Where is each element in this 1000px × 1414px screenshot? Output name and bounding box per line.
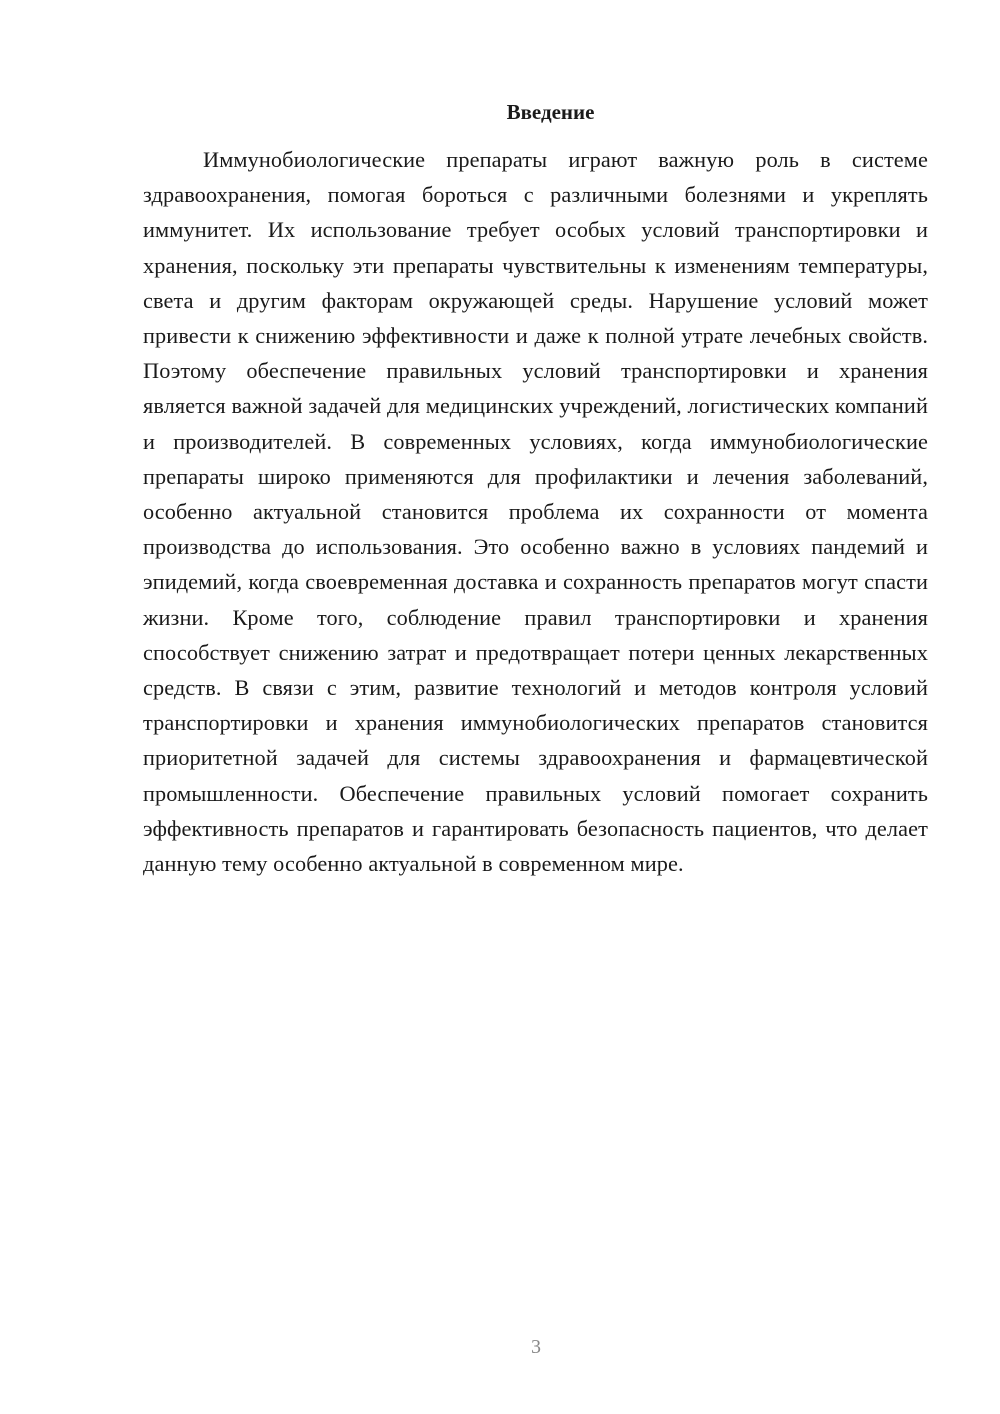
section-heading: Введение bbox=[506, 100, 595, 124]
page-number: 3 bbox=[531, 1336, 541, 1358]
body-paragraph: Иммунобиологические препараты играют важную роль в системе здравоохранения, помогая бороться с различными болезнями и укреплять иммунитет. Их использование требует особых условий транспортировки и хранения, поскольку эти препараты чувствительны к изменениям температуры, света и другим факторам окружающей среды. Нарушение условий может привести к снижению эффективности и даже к полной утрате лечебных свойств. Поэтому обеспечение правильных условий транспортировки и хранения является важной задачей для медицинских учреждений, логистических компаний и производителей. В современных условиях, когда иммунобиологические препараты широко применяются для профилактики и лечения заболеваний, особенно актуальной становится проблема их сохранности от момента производства до использования. Это особенно важно в условиях пандемий и эпидемий, когда своевременная доставка и сохранность препаратов могут спасти жизни. Кроме того, соблюдение правил транспортировки и хранения способствует снижению затрат и предотвращает потери ценных лекарственных средств. В связи с этим, развитие технологий и методов контроля условий транспортировки и хранения иммунобиологических препаратов становится приоритетной задачей для системы здравоохранения и фармацевтической промышленности. Обеспечение правильных условий помогает сохранить эффективность препаратов и гарантировать безопасность пациентов, что делает данную тему особенно актуальной в современном мире. bbox=[143, 147, 928, 877]
